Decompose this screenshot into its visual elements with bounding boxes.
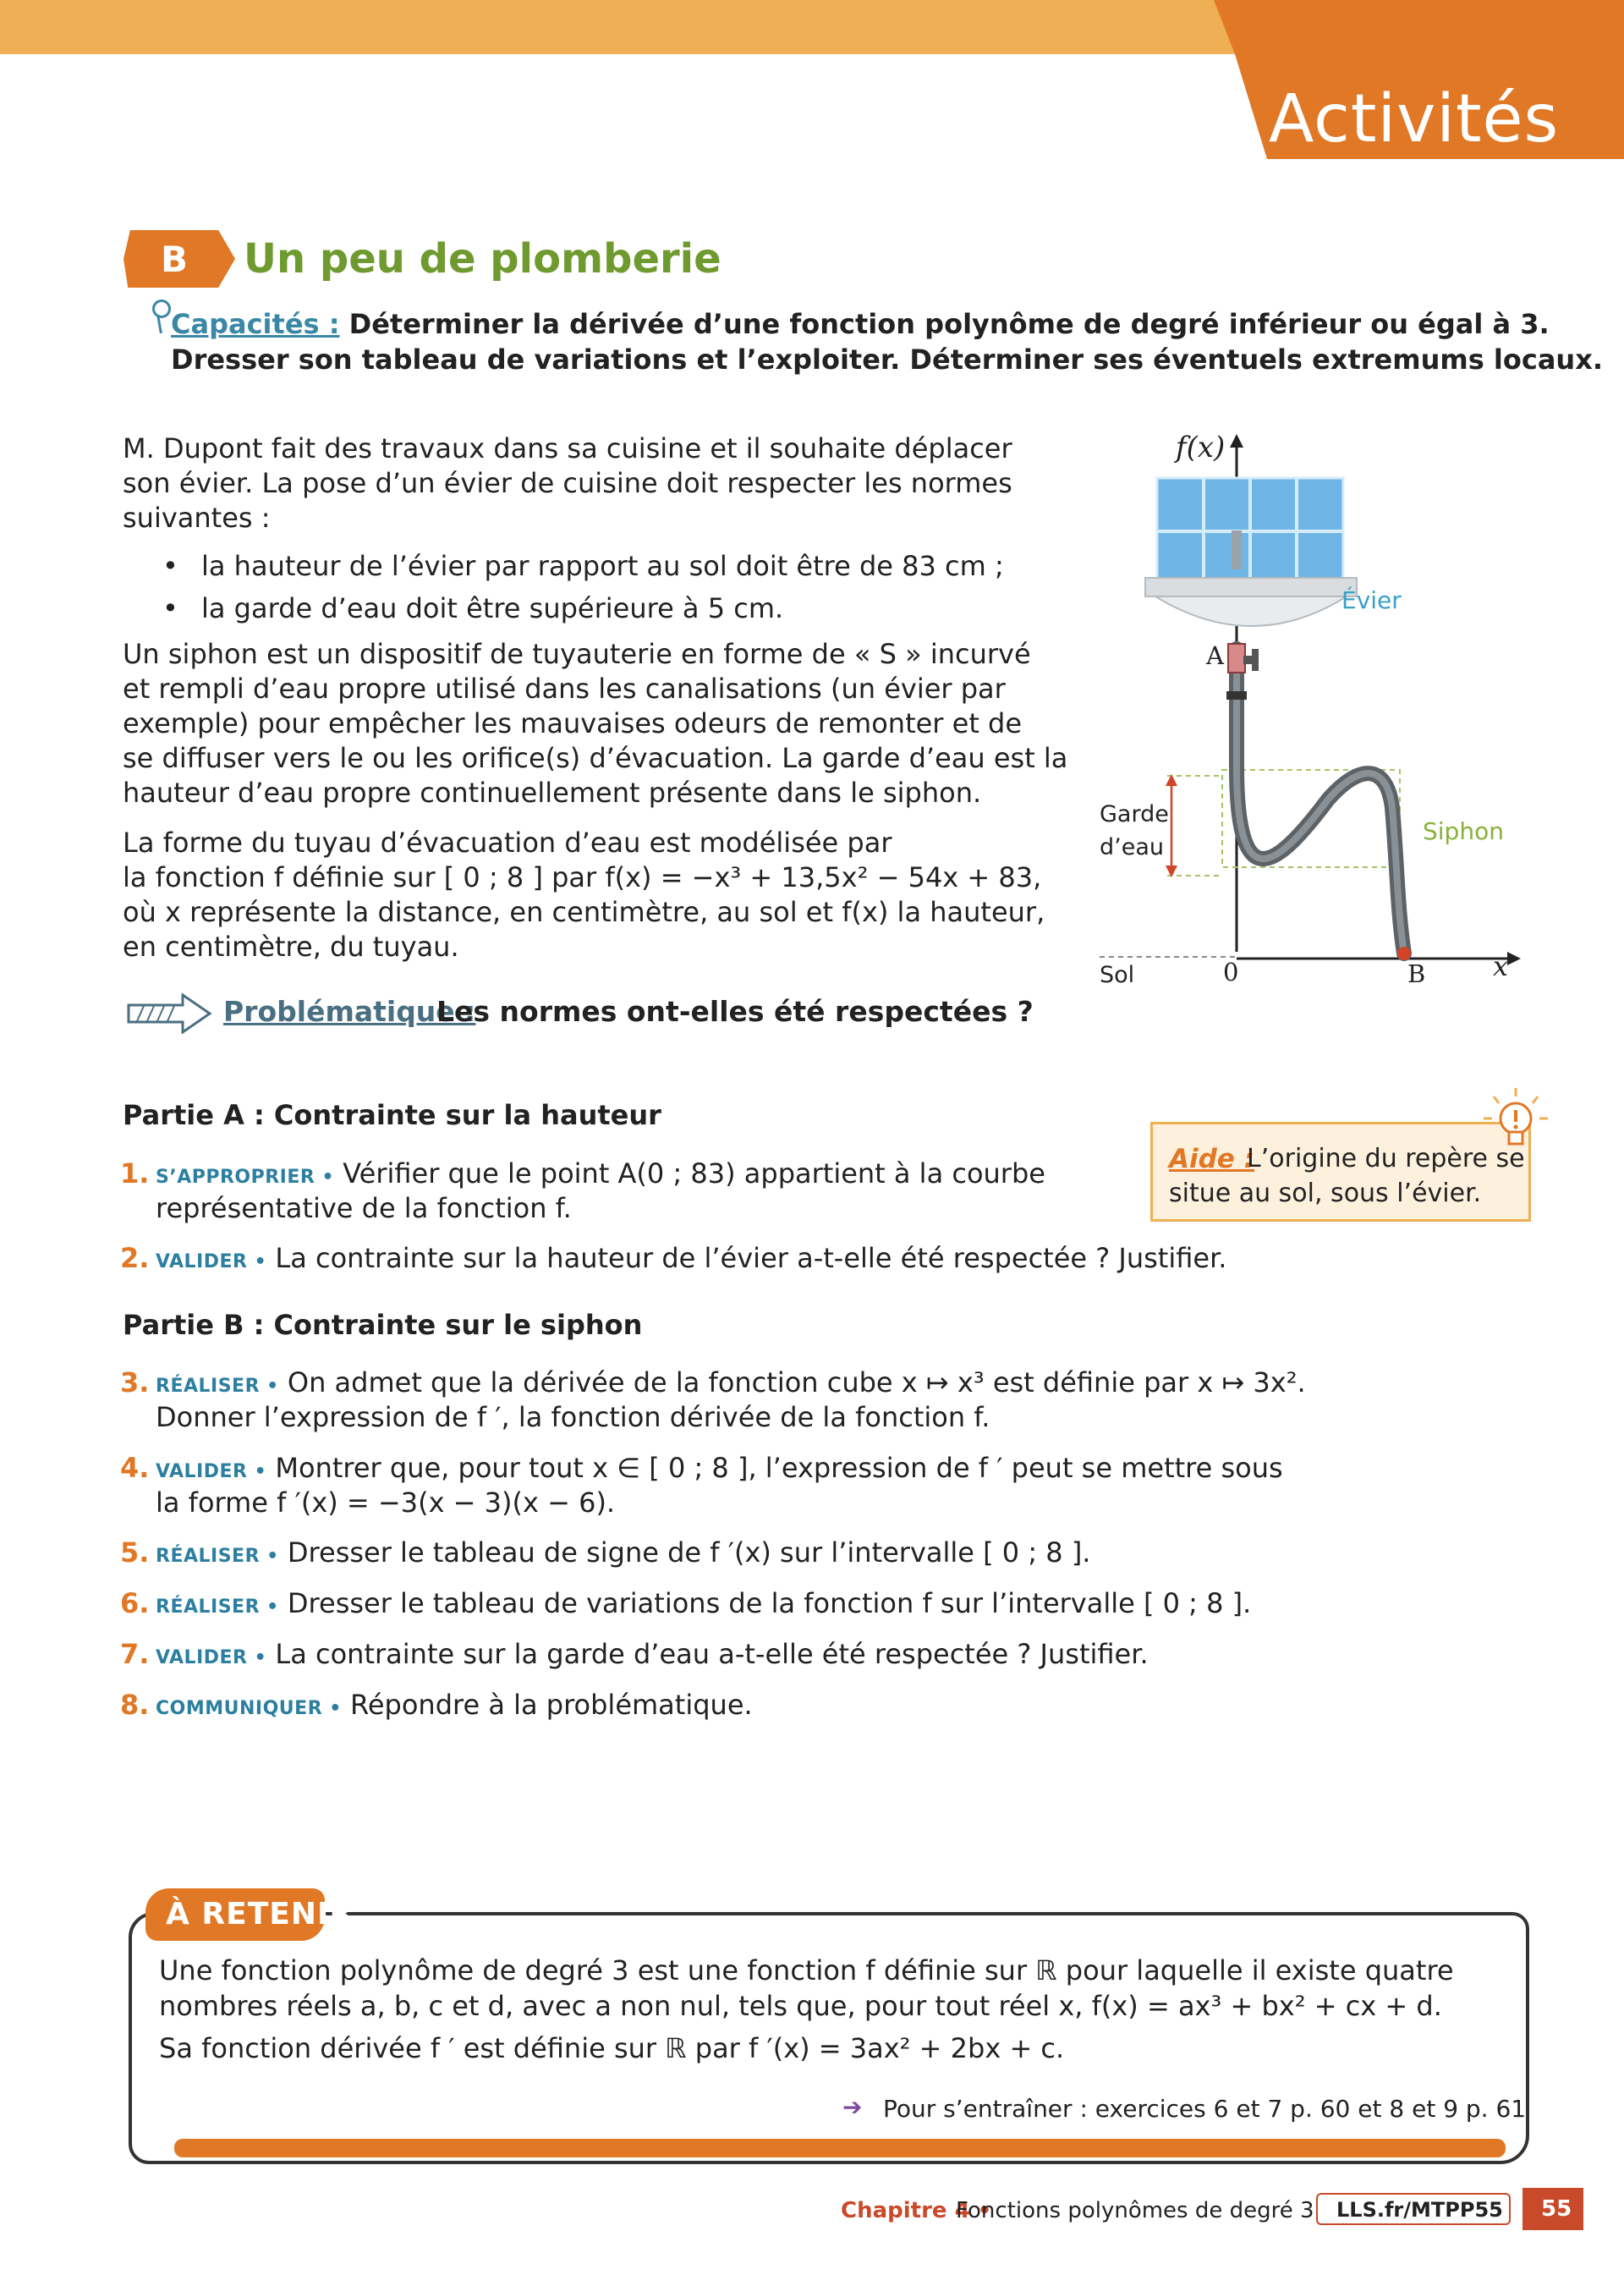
section-letter: B bbox=[161, 239, 189, 280]
point-b-dot bbox=[1397, 947, 1411, 960]
question-continuation: Donner l’expression de f ′, la fonction dérivée de la fonction f. bbox=[156, 1401, 990, 1433]
question-continuation: la forme f ′(x) = −3(x − 3)(x − 6). bbox=[156, 1486, 616, 1519]
question-number: 4. bbox=[120, 1452, 150, 1484]
question-4 bbox=[156, 1452, 1283, 1484]
pipe-connector bbox=[1228, 644, 1245, 673]
footer-chapter: Chapitre 4 • bbox=[841, 2198, 992, 2223]
bullet-dot: • bbox=[162, 550, 178, 582]
faucet bbox=[1232, 530, 1242, 569]
retenir-line: Une fonction polynôme de degré 3 est une fonction f définie sur ℝ pour laquelle il existe quatre bbox=[159, 1954, 1454, 1987]
siphon-paragraph-line: hauteur d’eau propre continuellement présente dans le siphon. bbox=[123, 777, 982, 809]
question-text: Dresser le tableau de variations de la fonction f sur l’intervalle [ 0 ; 8 ]. bbox=[278, 1587, 1252, 1619]
problematique-text: Les normes ont-elles été respectées ? bbox=[436, 995, 1034, 1028]
model-paragraph-line: où x représente la distance, en centimètre, au sol et f(x) la hauteur, bbox=[123, 896, 1045, 928]
bullet-dot: • bbox=[162, 592, 178, 624]
intro-line: M. Dupont fait des travaux dans sa cuisine et il souhaite déplacer bbox=[123, 432, 1012, 464]
aide-label: Aide : bbox=[1169, 1144, 1255, 1174]
siphon-paragraph-line: Un siphon est un dispositif de tuyauterie en forme de « S » incurvé bbox=[123, 638, 1031, 670]
question-number: 7. bbox=[120, 1638, 150, 1670]
arrow-right-icon: ➔ bbox=[842, 2093, 863, 2121]
retenir-line: Sa fonction dérivée f ′ est définie sur ℝ par f ′(x) = 3ax² + 2bx + c. bbox=[159, 2032, 1065, 2064]
question-text: Répondre à la problématique. bbox=[341, 1689, 753, 1721]
question-6 bbox=[156, 1587, 1251, 1619]
retenir-tab-label: À RETENIR bbox=[166, 1897, 354, 1932]
pipe-valve-handle bbox=[1252, 649, 1259, 671]
section-title: Un peu de plomberie bbox=[244, 235, 721, 283]
question-number: 3. bbox=[120, 1366, 150, 1399]
question-number: 2. bbox=[120, 1242, 150, 1274]
garde-label-2: d’eau bbox=[1100, 834, 1164, 860]
wall-tiles bbox=[1157, 478, 1343, 585]
question-tag: VALIDER • bbox=[156, 1251, 267, 1272]
siphon-figure bbox=[1074, 427, 1531, 1011]
garde-label-1: Garde bbox=[1100, 801, 1169, 827]
question-7 bbox=[156, 1638, 1149, 1670]
problematique-label: Problématique : bbox=[223, 995, 476, 1028]
question-tag: RÉALISER • bbox=[156, 1596, 279, 1618]
question-text: La contrainte sur la garde d’eau a-t-elle été respectée ? Justifier. bbox=[266, 1638, 1149, 1670]
question-text: Montrer que, pour tout x ∈ [ 0 ; 8 ], l’expression de f ′ peut se mettre sous bbox=[266, 1452, 1283, 1484]
y-axis-arrow bbox=[1230, 434, 1243, 448]
capacities-text-1: Déterminer la dérivée d’une fonction polynôme de degré inférieur ou égal à 3. bbox=[339, 308, 1550, 340]
problematique-arrow-icon bbox=[125, 993, 213, 1034]
question-text: On admet que la dérivée de la fonction cube x ↦ x³ est définie par x ↦ 3x². bbox=[278, 1366, 1306, 1399]
question-tag: COMMUNIQUER • bbox=[156, 1698, 342, 1719]
origin-label: 0 bbox=[1223, 958, 1239, 986]
question-text: Dresser le tableau de signe de f ′(x) sur l’intervalle [ 0 ; 8 ]. bbox=[278, 1536, 1091, 1569]
question-tag: S’APPROPRIER • bbox=[156, 1167, 335, 1188]
ground-label: Sol bbox=[1100, 962, 1135, 988]
pin-icon bbox=[152, 299, 171, 318]
siphon-paragraph-line: et rempli d’eau propre utilisé dans les canalisations (un évier par bbox=[123, 673, 1006, 705]
footer-title: Fonctions polynômes de degré 3 bbox=[956, 2198, 1314, 2223]
question-number: 1. bbox=[120, 1157, 150, 1190]
siphon-pipe bbox=[1237, 649, 1404, 953]
retenir-bottom-bar bbox=[174, 2139, 1506, 2157]
question-tag: RÉALISER • bbox=[156, 1546, 279, 1567]
question-tag: VALIDER • bbox=[156, 1461, 267, 1482]
question-8 bbox=[156, 1689, 753, 1721]
capacities-label: Capacités : bbox=[171, 308, 340, 340]
point-b-label: B bbox=[1407, 959, 1426, 988]
aide-text: L’origine du repère se bbox=[1247, 1144, 1525, 1173]
sink-label: Évier bbox=[1341, 586, 1402, 614]
question-text: Vérifier que le point A(0 ; 83) appartient à la courbe bbox=[334, 1157, 1045, 1190]
question-text: La contrainte sur la hauteur de l’évier a-t-elle été respectée ? Justifier. bbox=[266, 1242, 1227, 1274]
model-paragraph-line: la fonction f définie sur [ 0 ; 8 ] par f(x) = −x³ + 13,5x² − 54x + 83, bbox=[123, 861, 1042, 893]
aide-text: situe au sol, sous l’évier. bbox=[1169, 1179, 1482, 1208]
page-number: 55 bbox=[1541, 2196, 1572, 2222]
capacities-line-2: Dresser son tableau de variations et l’exploiter. Déterminer ses éventuels extremums locaux. bbox=[171, 343, 1603, 376]
capacities-line-1 bbox=[171, 308, 1550, 340]
question-tag: RÉALISER • bbox=[156, 1376, 279, 1397]
siphon-paragraph-line: se diffuser vers le ou les orifice(s) d’évacuation. La garde d’eau est la bbox=[123, 742, 1068, 774]
part-b-title: Partie B : Contrainte sur le siphon bbox=[123, 1309, 643, 1341]
question-1 bbox=[156, 1157, 1045, 1190]
retenir-line: nombres réels a, b, c et d, avec a non nul, tels que, pour tout réel x, f(x) = ax³ + bx² + cx + d. bbox=[159, 1990, 1442, 2022]
intro-line: suivantes : bbox=[123, 502, 271, 534]
activities-tab-label: Activités bbox=[1269, 81, 1560, 157]
sink-rim bbox=[1145, 578, 1357, 596]
intro-line: son évier. La pose d’un évier de cuisine doit respecter les normes bbox=[123, 467, 1012, 499]
question-number: 6. bbox=[120, 1587, 150, 1619]
y-axis-label: f(x) bbox=[1176, 431, 1226, 464]
part-a-title: Partie A : Contrainte sur la hauteur bbox=[123, 1099, 661, 1131]
x-axis-label: x bbox=[1493, 950, 1509, 982]
footer-link[interactable]: LLS.fr/MTPP55 bbox=[1336, 2198, 1503, 2222]
bullet-item: la hauteur de l’évier par rapport au sol doit être de 83 cm ; bbox=[201, 550, 1004, 582]
point-a-label: A bbox=[1206, 641, 1224, 670]
sink-basin bbox=[1155, 596, 1347, 626]
question-2 bbox=[156, 1242, 1226, 1274]
siphon-paragraph-line: exemple) pour empêcher les mauvaises odeurs de remonter et de bbox=[123, 707, 1023, 739]
question-continuation: représentative de la fonction f. bbox=[156, 1192, 572, 1224]
question-number: 5. bbox=[120, 1536, 150, 1569]
model-paragraph-line: en centimètre, du tuyau. bbox=[123, 931, 459, 963]
question-5 bbox=[156, 1536, 1090, 1569]
question-number: 8. bbox=[120, 1689, 150, 1721]
bullet-item: la garde d’eau doit être supérieure à 5 cm. bbox=[201, 592, 784, 624]
question-tag: VALIDER • bbox=[156, 1647, 267, 1668]
question-3 bbox=[156, 1366, 1306, 1399]
pipe-clamp bbox=[1226, 691, 1247, 700]
exercise-reference: Pour s’entraîner : exercices 6 et 7 p. 60 et 8 et 9 p. 61 bbox=[883, 2095, 1527, 2123]
model-paragraph-line: La forme du tuyau d’évacuation d’eau est modélisée par bbox=[123, 827, 892, 859]
x-axis-arrow bbox=[1507, 952, 1521, 965]
siphon-label: Siphon bbox=[1423, 817, 1504, 845]
